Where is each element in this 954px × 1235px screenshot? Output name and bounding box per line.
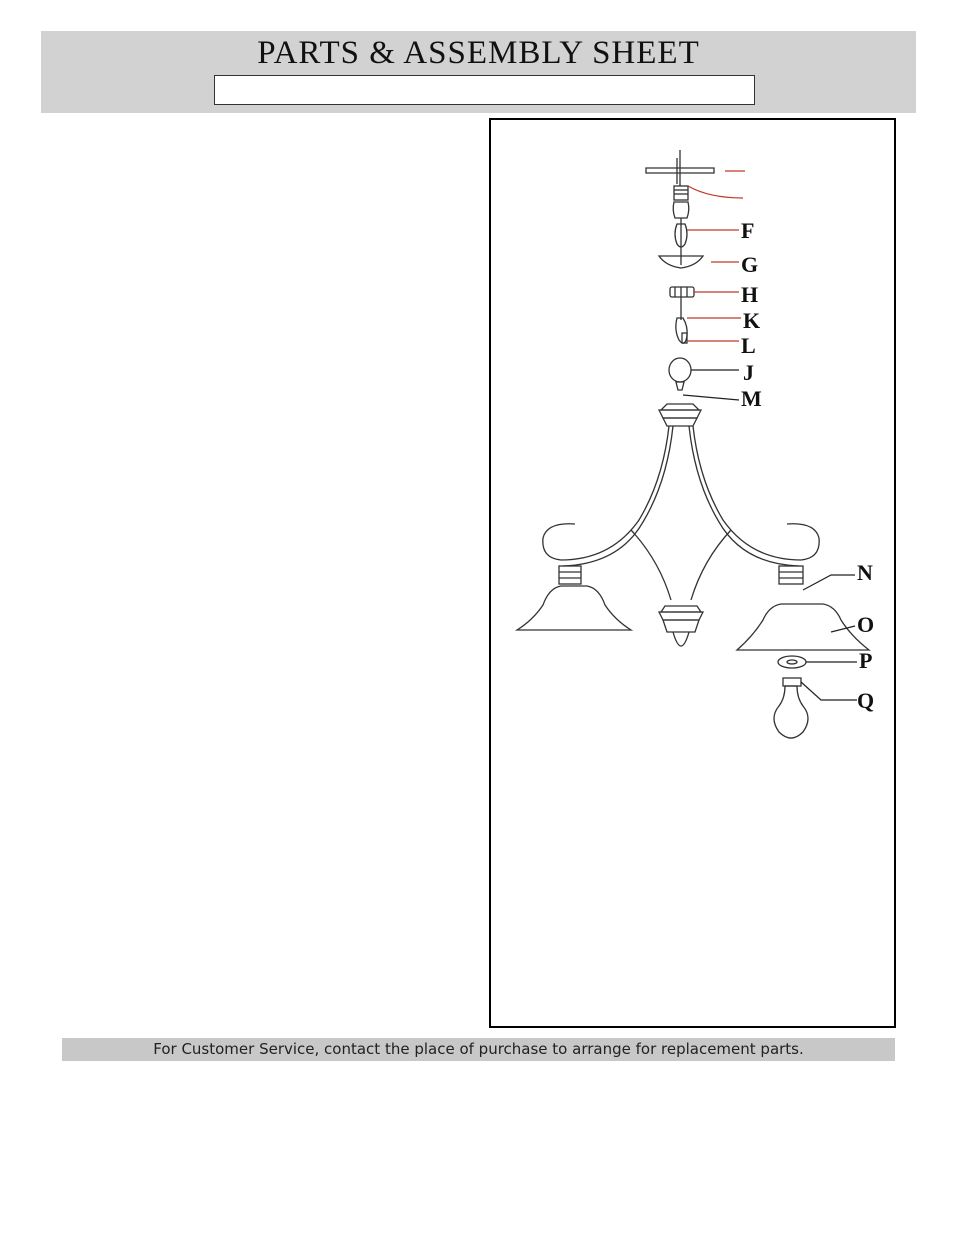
part-label-f: F — [741, 218, 755, 243]
left-socket-cup — [559, 566, 581, 584]
part-label-l: L — [741, 333, 756, 358]
part-label-h: H — [741, 282, 759, 307]
customer-service-bar — [62, 1038, 895, 1061]
body-cap-part-m — [659, 410, 701, 418]
loop-part-j — [669, 358, 691, 382]
bulb-base — [783, 678, 801, 686]
light-bulb-part-q — [774, 686, 808, 738]
right-arm — [693, 426, 819, 560]
right-socket-cup — [779, 566, 803, 584]
center-finial — [659, 612, 703, 620]
part-label-p: P — [859, 648, 873, 673]
nipple-part — [674, 186, 688, 200]
washer-part-p — [778, 656, 806, 668]
model-number-box — [214, 75, 755, 105]
part-label-k: K — [743, 308, 761, 333]
part-label-j: J — [743, 360, 754, 385]
page-title: PARTS & ASSEMBLY SHEET — [257, 35, 700, 71]
assembly-diagram — [489, 118, 896, 1028]
part-label-m: M — [741, 386, 762, 411]
left-arm — [543, 426, 669, 560]
part-label-n: N — [857, 560, 873, 585]
part-label-q: Q — [857, 688, 875, 713]
loop-part — [673, 202, 689, 218]
chandelier-exploded-view — [491, 120, 894, 1026]
customer-service-text: For Customer Service, contact the place of purchase to arrange for replacement parts. — [153, 1040, 804, 1058]
canopy-ring-part-h — [670, 287, 694, 297]
part-label-g: G — [741, 252, 759, 277]
header-banner — [41, 31, 916, 113]
left-glass-shade — [517, 586, 631, 630]
part-label-o: O — [857, 612, 875, 637]
